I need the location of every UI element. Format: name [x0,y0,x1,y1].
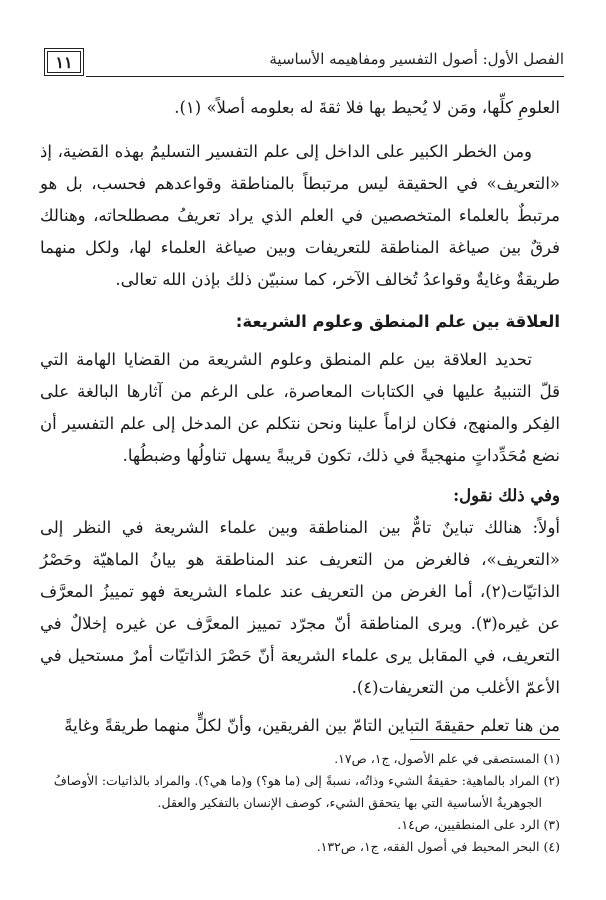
section-heading: العلاقة بين علم المنطق وعلوم الشريعة: [235,312,560,331]
footnote: (٢) المراد بالماهية: حقيقةُ الشيء وذاتُه، نسبةً إلى (ما هو؟) و(ما هي؟). والمراد بالذاتيات: الأوصافُ [53,773,560,788]
sub-heading: وفي ذلك نقول: [453,486,560,505]
paragraph: تحديد العلاقة بين علم المنطق وعلوم الشريعة من القضايا الهامة التي قلّ التنبيهُ عليها في الكتابات المعاصرة، على الرغم من آثارها البالغة على الفِكر والمنهج، فكان لزاماً علينا ونحن نتكلم عن المدخل إلى علم التفسير أن نضع مُحَدِّداتٍ منهجيةً في ذلك، تكون قريبةً يسهل تناولُها وضبطُها. [40,350,560,465]
paragraph: العلومِ كلِّها، ومَن لا يُحيط بها فلا ثقةَ له بعلومه أصلاً» (١). [174,98,560,117]
paragraph: أولاً: هنالك تباينٌ تامٌّ بين المناطقة وبين علماء الشريعة في النظر إلى «التعريف»، فالغرض من التعريف عند المناطقة هو بيانُ الماهيّة وحَصْرُ الذاتيّات(٢)، أما الغرض من التعريف عند علماء الشريعة فهو تمييزُ المعرَّف عن غيره(٣). ويرى المناطقة أنّ مجرّد تمييز المعرَّف عن غيره إخلالٌ في التعريف، في المقابل يرى علماء الشريعة أنّ حَصْرَ الذاتيّات أمرٌ مستحيل في الأعمّ الأغلب من التعريفات(٤). [40,518,560,697]
paragraph: من هنا تعلم حقيقةَ التباين التامّ بين الفريقين، وأنّ لكلٍّ منهما طريقةً وغايةً [64,716,560,735]
paragraph: ومن الخطر الكبير على الداخل إلى علم التفسير التسليمُ بهذه القضية، إذ «التعريف» في الحقيقة ليس مرتبطاً بالمناطقة وقواعدهم فحسب، بل هو مرتبطٌ بالعلماء المتخصصين في العلم الذي يراد تعريفُ مصطلحاته، وهنالك فرقٌ بين صياغة المناطقة للتعريفات وبين صياغة العلماء لها، ولكل منهما طريقةٌ وغايةٌ وقواعدُ تُخالف الآخر، كما سنبيّن ذلك بإذن الله تعالى. [40,142,560,289]
footnotes [40,739,560,858]
footnote-rule [410,739,560,740]
chapter-title: الفصل الأول: أصول التفسير ومفاهيمه الأساسية [269,50,564,68]
footnote: (٤) البحر المحيط في أصول الفقه، ج١، ص١٣٢. [316,839,560,854]
main-text [40,92,560,742]
header-rule [86,76,564,77]
page-number: ١١ [44,48,84,76]
footnote: (١) المستصفى في علم الأصول، ج١، ص١٧. [334,751,560,766]
running-header [44,46,564,80]
footnote: (٣) الرد على المنطقيين، ص١٤. [397,817,560,832]
footnote-continuation: الجوهريةُ الأساسية التي بها يتحقق الشيء، كوصف الإنسان بالتفكير والعقل. [157,795,542,810]
